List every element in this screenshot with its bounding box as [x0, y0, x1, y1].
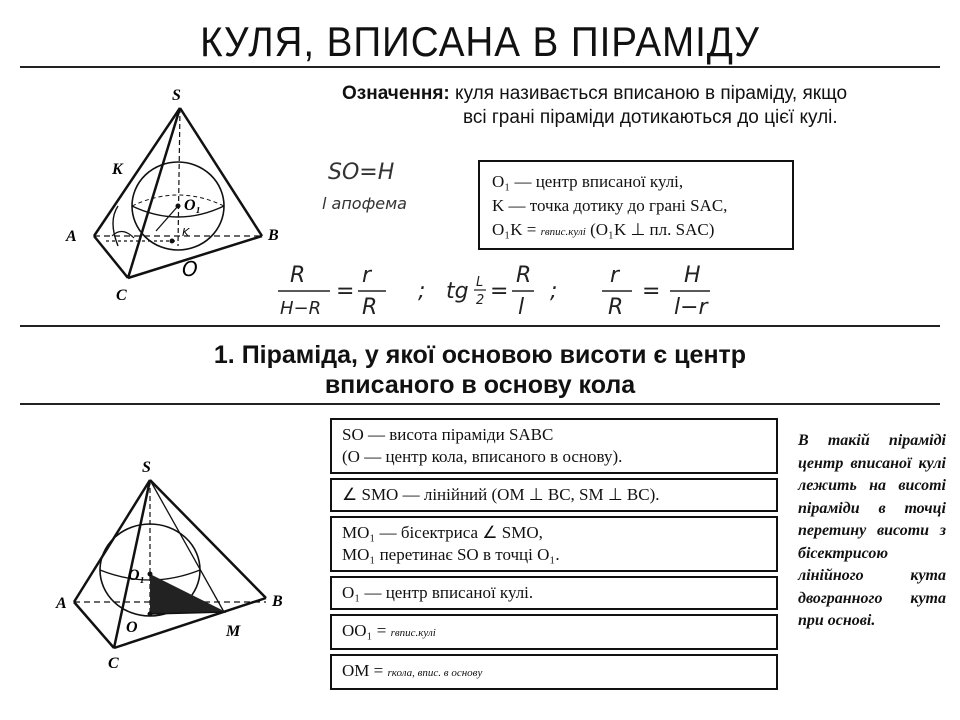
label-k-hand: K [182, 226, 190, 239]
label-s: S [172, 87, 181, 104]
label-o-hand: O [182, 257, 198, 281]
svg-text:R: R [608, 295, 624, 318]
label-b: B [268, 227, 279, 244]
handwritten-formulas [270, 258, 750, 318]
radius-o1k [156, 206, 178, 231]
svg-text:R: R [516, 263, 532, 288]
sphere-definition-box [478, 160, 794, 250]
svg-text:tg: tg [446, 279, 469, 304]
center-o [170, 239, 175, 244]
edge-sb [180, 108, 262, 236]
svg-text:r: r [610, 263, 620, 288]
height-so [178, 108, 180, 246]
label-s-2: S [142, 459, 151, 476]
svg-text:;: ; [550, 279, 558, 304]
label-a-2: A [56, 595, 67, 612]
label-o1-2: O₁ [128, 567, 146, 584]
label-c-2: C [108, 655, 119, 672]
label-o1: O₁ [184, 197, 202, 214]
svg-text:=: = [642, 279, 661, 304]
pyramid-figure-1 [58, 86, 298, 306]
label-m-2: M [226, 623, 241, 640]
svg-text:r: r [362, 263, 372, 288]
table-row: OM = rкола, впис. в основу [330, 654, 778, 690]
svg-text:R: R [290, 263, 306, 288]
svg-text:l−r: l−r [674, 295, 708, 318]
label-a: A [66, 228, 77, 245]
label-k: K [112, 161, 123, 178]
svg-text:H−R: H−R [280, 298, 322, 318]
label-b-2: B [272, 593, 283, 610]
svg-text:L: L [476, 275, 484, 290]
svg-text:=: = [336, 279, 355, 304]
edge-ac [94, 236, 128, 278]
center-o1 [176, 204, 181, 209]
box1-line-3: O₁K = rвпис.кулі (O₁K ⊥ пл. SAC) [492, 220, 715, 239]
explanatory-note: В такій піраміді центр вписаної кулі лежить на висоті піраміди в точці перетину висоти з бісектрисою лінійного кута двогранного кута при основі. [798, 432, 946, 629]
section-divider-bottom [20, 403, 940, 405]
svg-text:H: H [684, 263, 701, 288]
table-row: ∠ SMO — лінійний (OM ⊥ BC, SM ⊥ BC). [330, 478, 778, 512]
svg-text:R: R [362, 295, 378, 318]
definition-text-1: куля називається вписаною в піраміду, якщо [455, 83, 848, 104]
svg-text:2: 2 [476, 293, 485, 308]
box1-line-2: K — точка дотику до грані SAC, [492, 196, 728, 215]
table-row: OO₁ = rвпис.кулі [330, 614, 778, 650]
properties-table [330, 418, 778, 694]
edge-sc [128, 108, 180, 278]
section-1-title-line-1: 1. Піраміда, у якої основою висоти є центр [213, 341, 747, 369]
definition-text-2: всі грані піраміди дотикаються до цієї кулі. [463, 107, 838, 128]
label-c: C [116, 287, 127, 304]
table-row: MO₁ — бісектриса ∠ SMO, MO₁ перетинає SO в точці O₁. [330, 516, 778, 572]
section-divider-top [20, 325, 940, 327]
definition-term: Означення: [342, 83, 450, 104]
handwritten-apothem: l апофема [322, 194, 407, 213]
pyramid-figure-2 [50, 452, 330, 682]
handwritten-l-mark [113, 206, 118, 246]
page-title: КУЛЯ, ВПИСАНА В ПІРАМІДУ [200, 18, 760, 65]
svg-text:=: = [490, 279, 509, 304]
table-row: SO — висота піраміди SABC (O — центр кола, вписаного в основу). [330, 418, 778, 474]
definition-line-1 [342, 82, 847, 106]
svg-text:l: l [518, 295, 525, 318]
handwritten-so-h: SO=H [328, 160, 395, 185]
table-row: O₁ — центр вписаної кулі. [330, 576, 778, 610]
label-o-2: O [126, 619, 138, 636]
box1-line-1: O₁ — центр вписаної кулі, [492, 172, 684, 191]
top-divider [20, 66, 940, 68]
section-1-title-line-2: вписаного в основу кола [324, 371, 636, 399]
svg-text:;: ; [418, 279, 426, 304]
